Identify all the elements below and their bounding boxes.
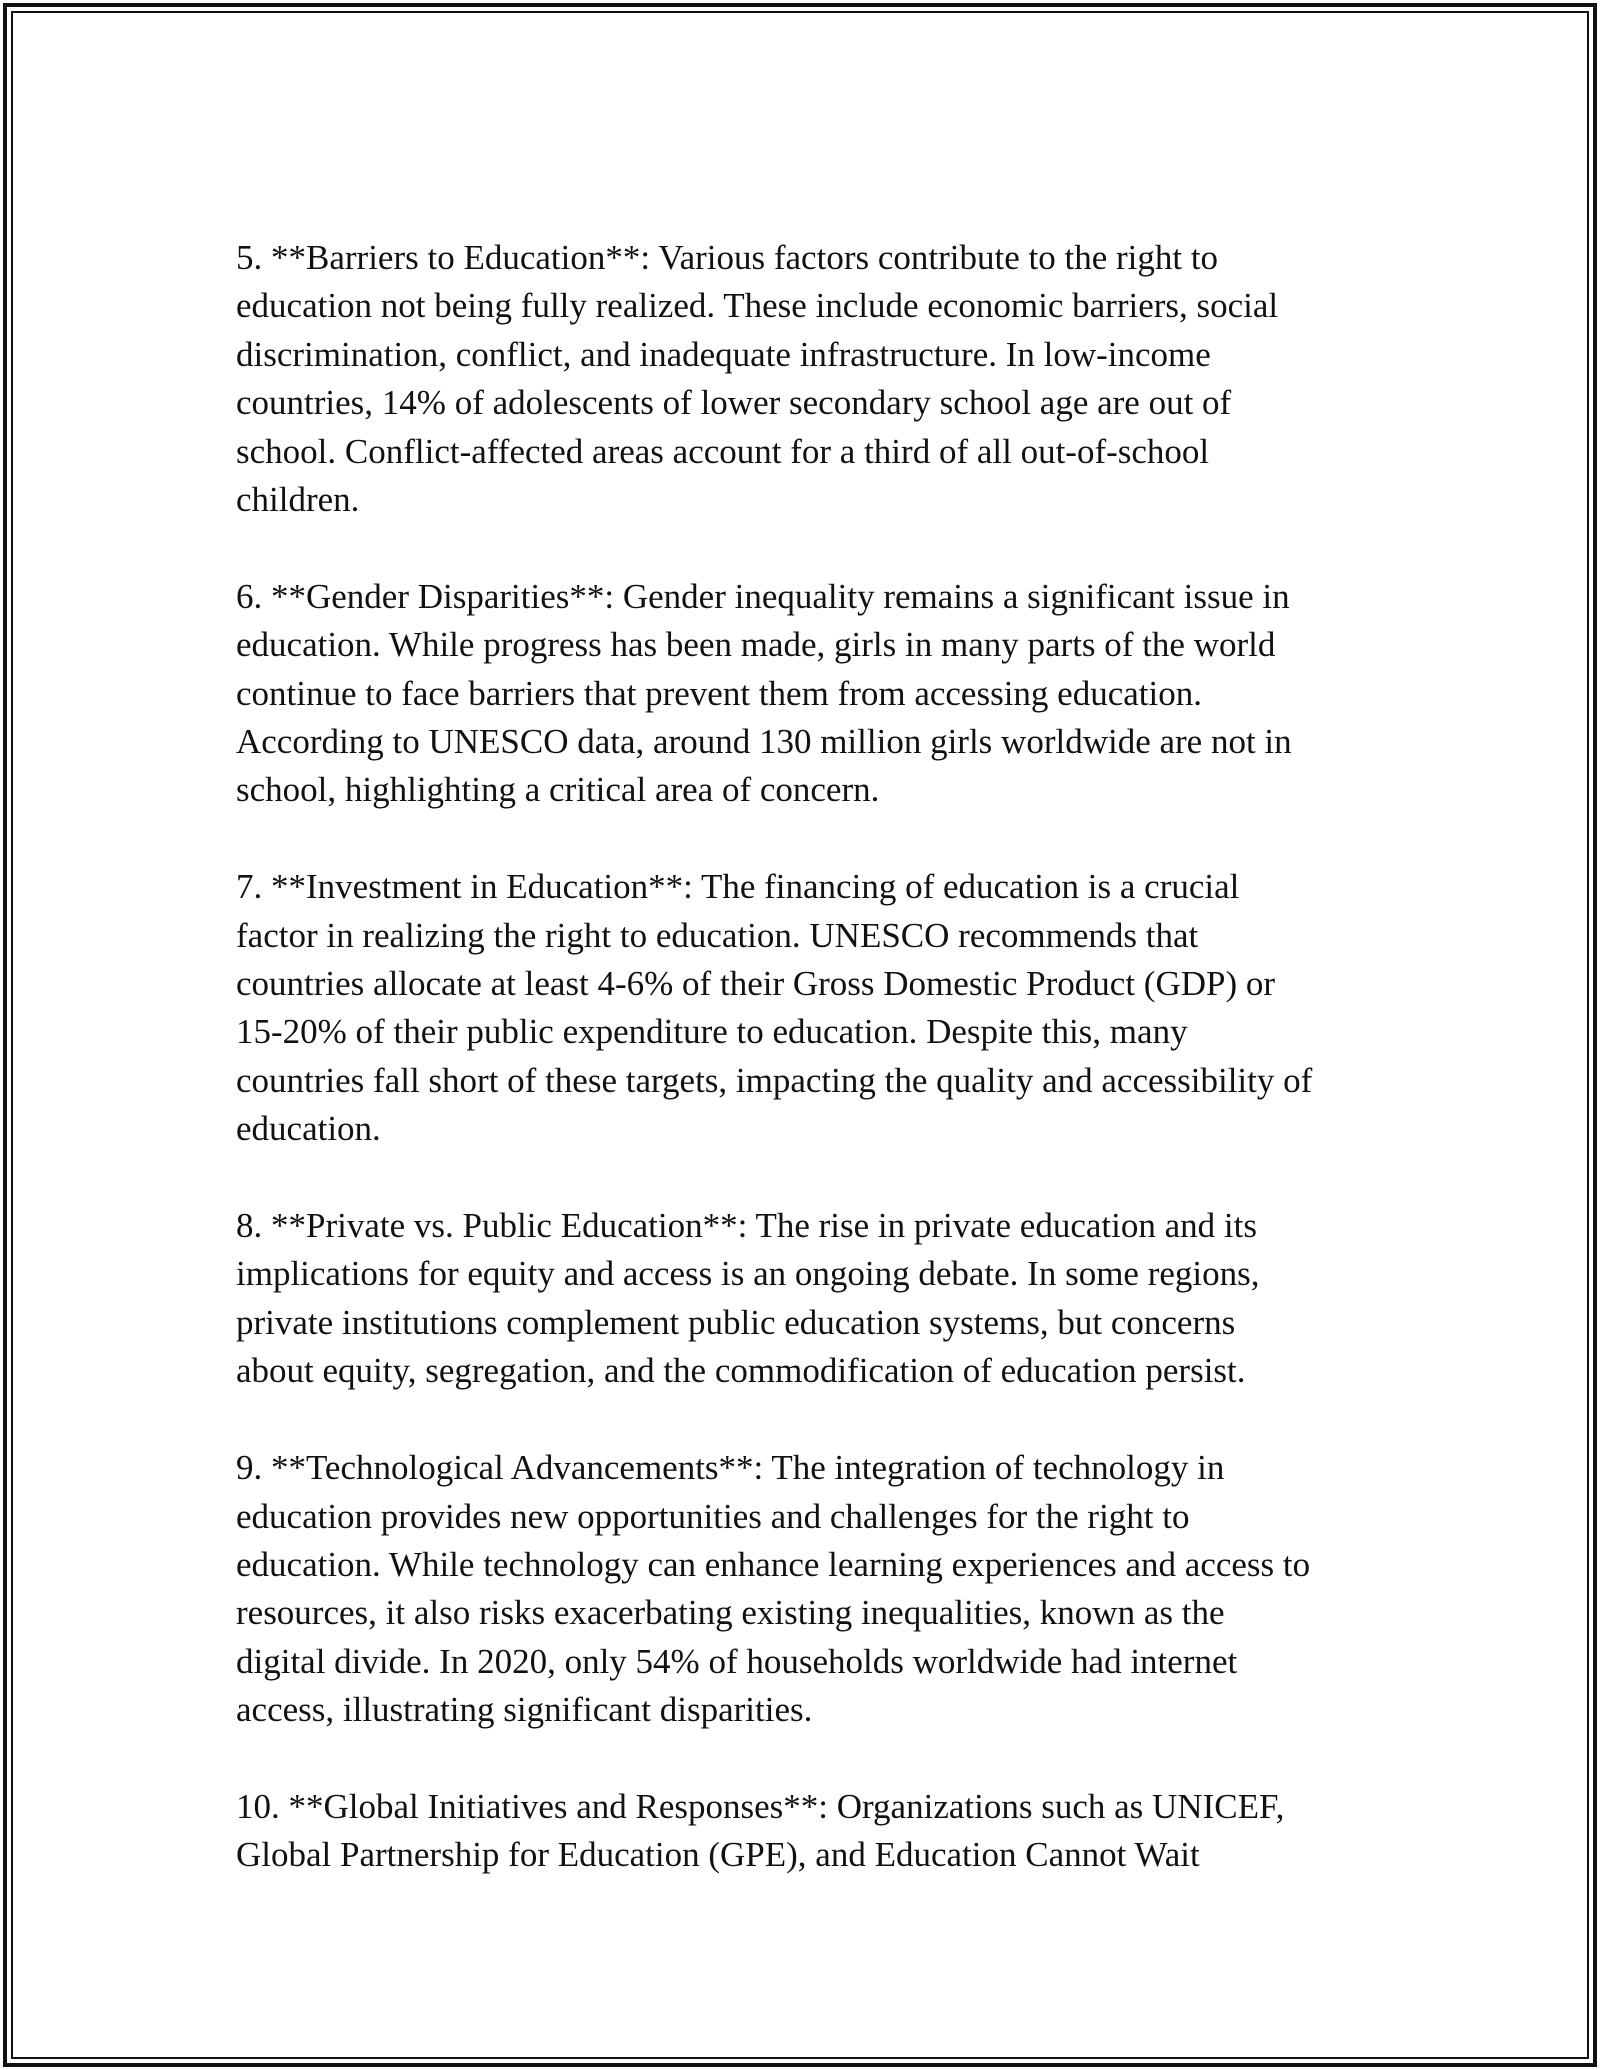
paragraph-technological-advancements: 9. **Technological Advancements**: The integration of technology in education provides new opportunities and challenges for the right to education. While technology can enhance learning experiences and access to resources, it also risks exacerbating existing inequalities, known as the digital divide. In 2020, only 54% of households worldwide had internet access, illustrating significant disparities.	[236, 1448, 1311, 1730]
paragraph-investment-in-education: 7. **Investment in Education**: The financing of education is a crucial factor in realizing the right to education. UNESCO recommends that countries allocate at least 4-6% of their Gross Domestic Product (GDP) or 15-20% of their public expenditure to education. Despite this, many countries fall short of these targets, impacting the quality and accessibility of education.	[236, 867, 1313, 1149]
paragraph-barriers-to-education: 5. **Barriers to Education**: Various factors contribute to the right to education not being fully realized. These include economic barriers, social discrimination, conflict, and inadequate infrastructure. In low-income countries, 14% of adolescents of lower secondary school age are out of school. Conflict-affected areas account for a third of all out-of-school children.	[236, 238, 1279, 520]
paragraph-global-initiatives: 10. **Global Initiatives and Responses**: Organizations such as UNICEF, Global Partnership for Education (GPE), and Education Cannot Wait	[236, 1786, 1285, 1875]
paragraph-gender-disparities: 6. **Gender Disparities**: Gender inequality remains a significant issue in education. While progress has been made, girls in many parts of the world continue to face barriers that prevent them from accessing education. According to UNESCO data, around 130 million girls worldwide are not in school, highlighting a critical area of concern.	[236, 576, 1292, 810]
paragraph-private-vs-public-education: 8. **Private vs. Public Education**: The rise in private education and its implications for equity and access is an ongoing debate. In some regions, private institutions complement public education systems, but concerns about equity, segregation, and the commodification of education persist.	[236, 1206, 1260, 1391]
document-body	[236, 234, 1386, 1880]
